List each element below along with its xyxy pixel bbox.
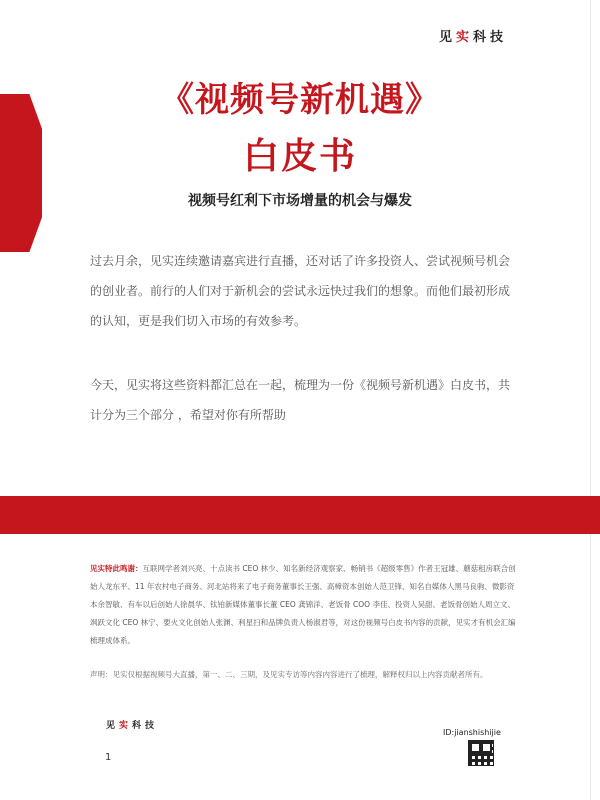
brand-char-1: 见 <box>106 721 120 731</box>
cover-subtitle: 白皮书 <box>242 136 357 177</box>
page-number: 1 <box>105 752 112 763</box>
disclaimer: 声明：见实仅根据视频号大直播，第一、二、三期，及见实专访等内容内容进行了梳理，解释权归以上内容贡献者所有。 <box>90 670 488 679</box>
qr-code-icon <box>468 740 494 766</box>
wechat-id: ID:jianshishijie <box>443 728 501 737</box>
acknowledgements <box>90 560 520 650</box>
brand-logo-top <box>439 26 507 45</box>
acknowledgements-label: 见实特此鸣谢： <box>90 564 143 573</box>
brand-logo-bottom <box>106 718 158 731</box>
brand-char-accent: 实 <box>119 721 133 731</box>
brand-char-rest: 科技 <box>132 721 159 731</box>
cover-tagline: 视频号红利下市场增量的机会与爆发 <box>188 193 412 209</box>
intro-paragraph-1: 过去月余，见实连续邀请嘉宾进行直播，还对话了许多投资人、尝试视频号机会的创业者。前行的人们对于新机会的尝试永远快过我们的想象。而他们最初形成的认知，更是我们切入市场的有效参考。 <box>90 254 511 328</box>
intro-paragraph-2: 今天，见实将这些资料都汇总在一起，梳理为一份《视频号新机遇》白皮书，共计分为三个部分 ，希望对你有所帮助 <box>90 378 511 422</box>
cover-title: 《视频号新机遇》 <box>160 80 440 120</box>
red-divider-band <box>0 496 600 534</box>
acknowledgements-text: 互联网学者刘兴亮、十点读书 CEO 林少、知名新经济观察家、畅销书《超级零售》作者王冠雄、蘑菇租房联合创始人龙东平、11 年农村电子商务、河北站将来了电子商务董事长王强、高樟资本创始人范卫锋、知名自媒体人黑马良驹、微影资本余智敏、有车以后创始人徐晨华、钛铂新媒体董事长董 CEO 龚锦洋、老饭骨 COO 李佳、投资人吴甜、老饭骨创始人周立文、飒跃文化 CEO 林宁、要火文化创始人张渊、利星扫和品牌负责人杨淑君等，对这份视频号白皮书内容的贡献，见实才有机会汇编梳理成体系。 <box>90 564 516 645</box>
brand-char-1: 见 <box>438 30 456 45</box>
brand-char-rest: 科技 <box>472 30 507 45</box>
brand-char-accent: 实 <box>455 30 473 45</box>
